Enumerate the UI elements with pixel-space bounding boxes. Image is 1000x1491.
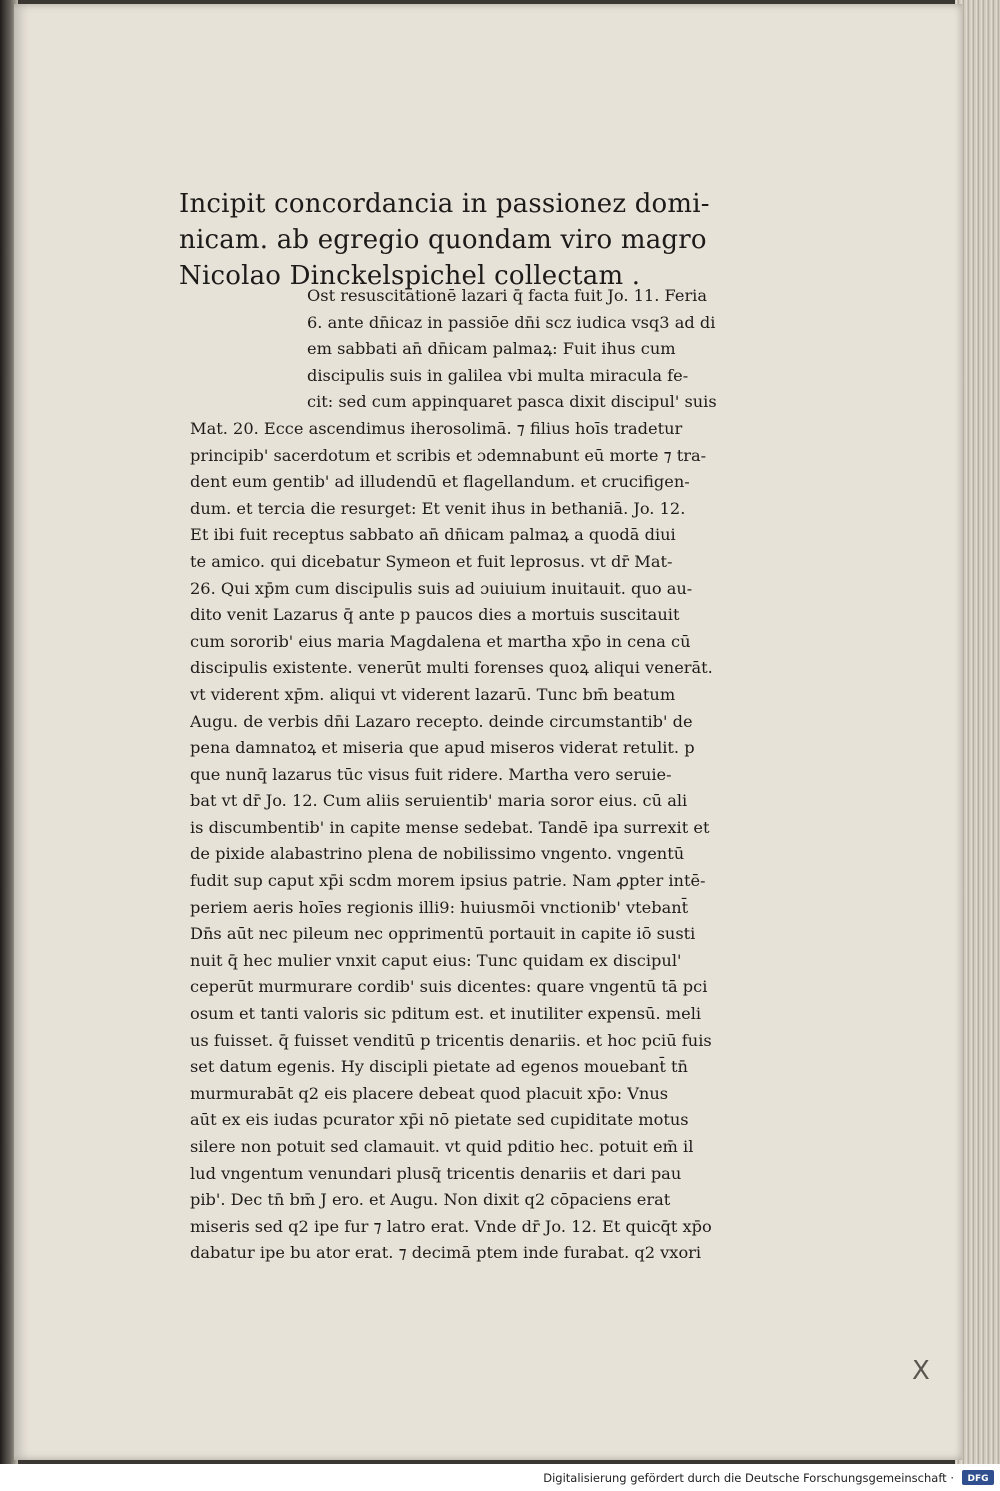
text-line: discipulis suis in galilea vbi multa miracula fe- [307, 365, 689, 385]
text-line: Augu. de verbis dn̄i Lazaro recepto. deinde circumstantib' de [190, 711, 693, 731]
text-line: que nunq̄ lazarus tūc visus fuit ridere. Martha vero seruie- [190, 764, 672, 784]
book-page [14, 4, 962, 1460]
title-line: Incipit concordancia in passionez domi- [179, 189, 710, 219]
dfg-logo [962, 1470, 994, 1485]
text-line: is discumbentib' in capite mense sedebat. Tandē ipa surrexit et [190, 817, 710, 837]
text-line: dum. et tercia die resurget: Et venit ihus in bethaniā. Jo. 12. [190, 498, 686, 518]
text-line: lud vngentum venundari plusq̄ tricentis denariis et dari pau [190, 1163, 682, 1183]
text-line: dito venit Lazarus q̄ ante p paucos dies a mortuis suscitauit [190, 605, 680, 625]
text-line: cum sororib' eius maria Magdalena et martha xp̄o in cena cū [190, 631, 691, 651]
text-line: 6. ante dn̄icaz in passiōe dn̄i scz iudica vsq3 ad di [307, 312, 716, 332]
text-line: Dn̄s aūt nec pileum nec opprimentū portauit in capite iō susti [190, 924, 696, 944]
dfg-logo-text: DFG [967, 1474, 989, 1484]
text-line: osum et tanti valoris sic pditum est. et inutiliter expensū. meli [190, 1004, 702, 1024]
margin-mark: X [912, 1356, 930, 1386]
text-line: de pixide alabastrino plena de nobilissimo vngento. vngentū [190, 844, 685, 864]
text-line: set datum egenis. Hy discipli pietate ad egenos mouebant̄ tn̄ [190, 1057, 688, 1077]
text-line: ceperūt murmurare cordib' suis dicentes: quare vngentū tā pci [190, 977, 708, 997]
text-line: miseris sed q2 ipe fur ⁊ latro erat. Vnde dr̄ Jo. 12. Et quicq̄t xp̄o [190, 1216, 712, 1236]
text-line: nuit q̄ hec mulier vnxit caput eius: Tunc quidam ex discipul' [190, 950, 682, 970]
text-line: fudit sup caput xp̄i scdm morem ipsius patrie. Nam ꝓpter intē- [190, 871, 706, 891]
funding-credit: Digitalisierung gefördert durch die Deutsche Forschungsgemeinschaft · [543, 1471, 954, 1485]
title-line: nicam. ab egregio quondam viro magro [179, 225, 707, 255]
title-line: Nicolao Dinckelspichel collectam . [179, 261, 641, 291]
footer-bar [0, 1464, 1000, 1491]
text-line: cit: sed cum appinquaret pasca dixit discipul' suis [307, 392, 717, 412]
text-line: principib' sacerdotum et scribis et ɔdemnabunt eū morte ⁊ tra- [190, 445, 707, 465]
text-line: 26. Qui xp̄m cum discipulis suis ad ɔuiuium inuitauit. quo au- [190, 578, 693, 598]
body-text [190, 283, 738, 1267]
text-line: Mat. 20. Ecce ascendimus iherosolimā. ⁊ filius hoīs tradetur [190, 418, 683, 438]
text-line: aūt ex eis iudas pcurator xp̄i nō pietate sed cupiditate motus [190, 1110, 689, 1130]
text-line: discipulis existente. venerūt multi forenses quoꝝ aliqui venerāt. [190, 658, 713, 678]
text-line: dabatur ipe bu ator erat. ⁊ decimā ptem inde furabat. q2 vxori [190, 1243, 702, 1263]
incipit-title [179, 186, 739, 294]
text-line: vt viderent xp̄m. aliqui vt viderent lazarū. Tunc bm̄ beatum [190, 684, 676, 704]
text-line: bat vt dr̄ Jo. 12. Cum aliis seruientib' maria soror eius. cū ali [190, 791, 688, 811]
text-line: em sabbati an̄ dn̄icam palmaꝝ: Fuit ihus cum [307, 339, 676, 359]
text-line: murmurabāt q2 eis placere debeat quod placuit xp̄o: Vnus [190, 1083, 669, 1103]
text-line: Et ibi fuit receptus sabbato an̄ dn̄icam palmaꝝ a quodā diui [190, 525, 676, 545]
text-line: periem aeris hoīes regionis illi9: huiusmōi vnctionib' vtebant̄ [190, 897, 689, 917]
text-line: us fuisset. q̄ fuisset venditū p tricentis denariis. et hoc pciū fuis [190, 1030, 712, 1050]
text-line: te amico. qui dicebatur Symeon et fuit leprosus. vt dr̄ Mat- [190, 551, 673, 571]
text-line: silere non potuit sed clamauit. vt quid pditio hec. potuit em̄ il [190, 1137, 694, 1156]
text-line: dent eum gentib' ad illudendū et flagellandum. et crucifigen- [190, 472, 690, 492]
text-line: pib'. Dec tn̄ bm̄ J ero. et Augu. Non dixit q2 cōpaciens erat [190, 1190, 671, 1210]
text-line: pena damnatoꝝ et miseria que apud miseros viderat retulit. p [190, 738, 695, 758]
text-line: Ost resuscitationē lazari q̄ facta fuit Jo. 11. Feria [307, 286, 708, 305]
